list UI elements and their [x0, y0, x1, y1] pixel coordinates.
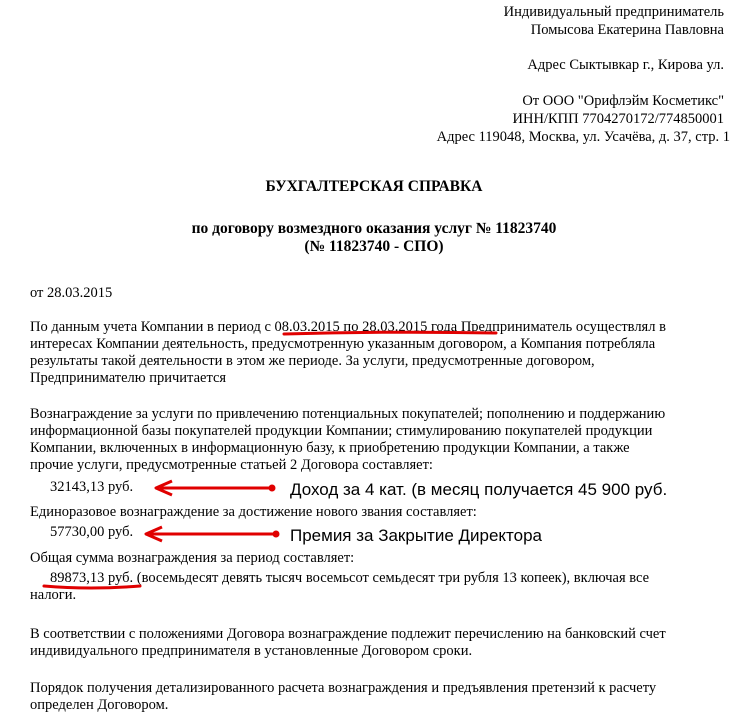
paragraph-line: Единоразовое вознаграждение за достижение нового звания составляет:	[30, 504, 477, 520]
document-subtitle: по договору возмездного оказания услуг № 11823740	[191, 220, 557, 237]
annotation-note: Доход за 4 кат. (в месяц получается 45 900 руб.	[290, 480, 668, 499]
document-subtitle-number: (№ 11823740 - СПО)	[304, 238, 444, 255]
sender-inn: ИНН/КПП 7704270172/774850001	[512, 111, 724, 127]
amount-total: 89873,13 руб.	[50, 570, 134, 586]
paragraph-line: индивидуального предпринимателя в установленные Договором сроки.	[30, 643, 473, 659]
paragraph-line: определен Договором.	[30, 697, 169, 713]
paragraph-line: интересах Компании деятельность, предусмотренную указанным договором, а Компания потребляла	[30, 336, 656, 352]
paragraph-line	[50, 570, 649, 587]
amount-bonus: 57730,00 руб.	[50, 524, 134, 540]
arrow-left-icon	[146, 527, 280, 541]
recipient-name: Помысова Екатерина Павловна	[530, 22, 724, 38]
paragraph-line	[30, 319, 666, 336]
paragraph-line: информационной базы покупателей продукции Компании; стимулированию покупателей продукции	[30, 423, 653, 439]
document-title: БУХГАЛТЕРСКАЯ СПРАВКА	[265, 178, 483, 195]
paragraph-line: Общая сумма вознаграждения за период составляет:	[30, 550, 355, 566]
period-highlight: с 08.03.2015 по 28.03.2015 года	[264, 319, 458, 335]
recipient-address: Адрес Сыктывкар г., Кирова ул.	[527, 57, 724, 73]
amount-total-words: (восемьдесят девять тысяч восемьсот семьдесят три рубля 13 копеек), включая все	[133, 570, 650, 586]
paragraph-line: прочие услуги, предусмотренные статьей 2 Договора составляет:	[30, 457, 433, 473]
paragraph-line: Предпринимателю причитается	[30, 370, 227, 386]
amount-services: 32143,13 руб.	[50, 479, 134, 495]
arrow-left-icon	[156, 481, 276, 495]
paragraph-line: В соответствии с положениями Договора вознаграждение подлежит перечислению на банковский счет	[30, 626, 666, 642]
text-segment: Предприниматель осуществлял в	[457, 319, 666, 335]
paragraph-line: Вознаграждение за услуги по привлечению потенциальных покупателей; пополнению и поддержанию	[30, 406, 666, 422]
paragraph-line: налоги.	[30, 587, 77, 603]
sender-address: Адрес 119048, Москва, ул. Усачёва, д. 37, стр. 1	[436, 129, 730, 145]
document-date: от 28.03.2015	[30, 285, 113, 301]
paragraph-line: Порядок получения детализированного расчета вознаграждения и предъявления претензий к расчету	[30, 680, 657, 696]
sender-company: От ООО "Орифлэйм Косметикс"	[522, 93, 724, 109]
paragraph-line: Компании, включенных в информационную базу, к приобретению продукции Компании, а также	[30, 440, 630, 456]
text-segment: По данным учета Компании в период	[30, 319, 265, 335]
recipient-title: Индивидуальный предприниматель	[503, 4, 724, 20]
paragraph-line: результаты такой деятельности в этом же периоде. За услуги, предусмотренные договором,	[30, 353, 595, 369]
annotation-note: Премия за Закрытие Директора	[290, 526, 543, 545]
